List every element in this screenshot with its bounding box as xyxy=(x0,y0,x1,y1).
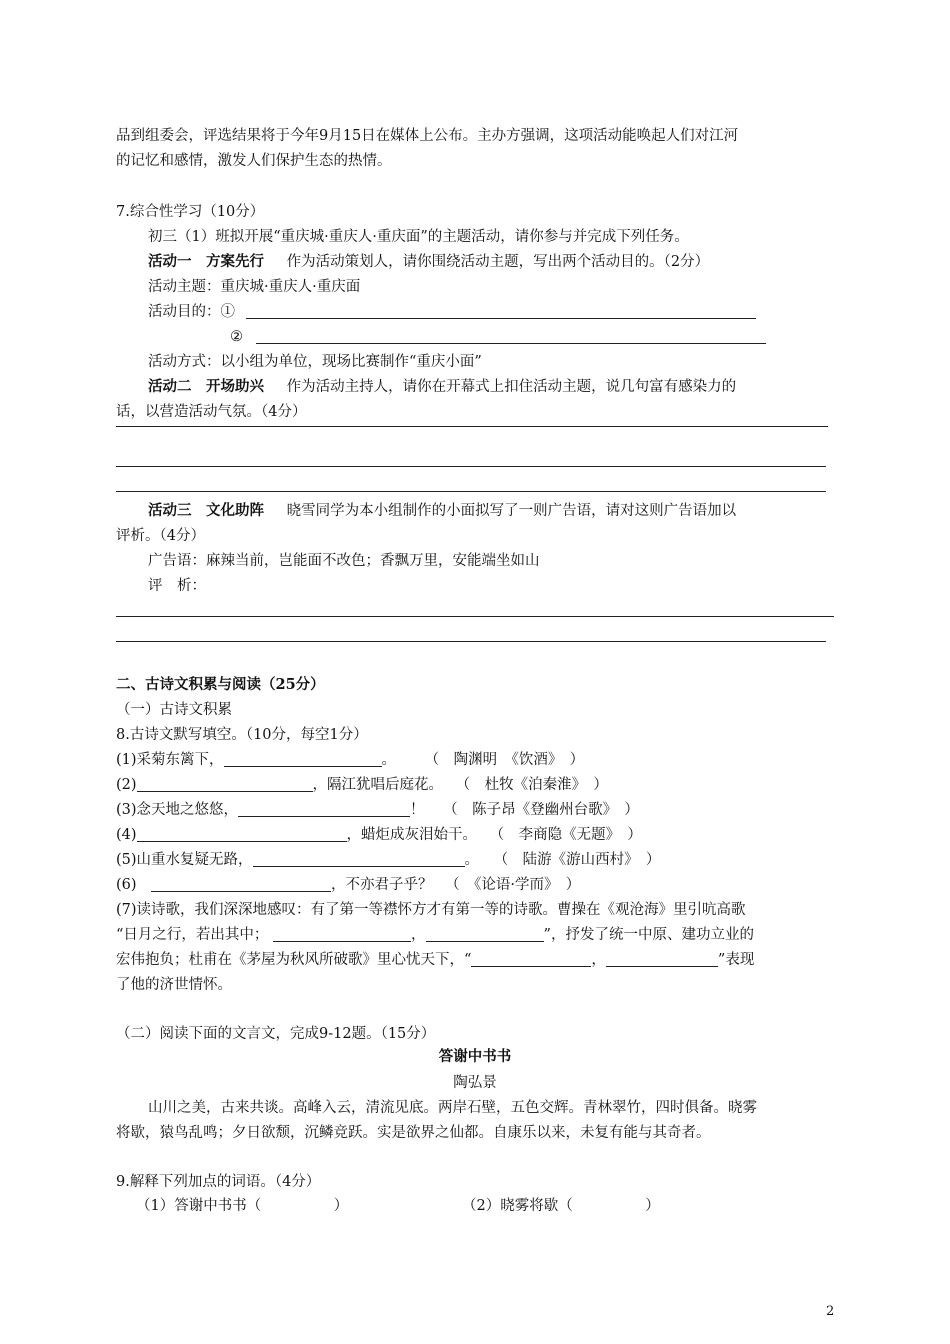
q8-item-2 xyxy=(116,775,608,795)
activity-theme: 活动主题：重庆城·重庆人·重庆面 xyxy=(148,279,361,295)
item-3-source: （ 陈子昂《登幽州台歌》 ） xyxy=(443,802,639,818)
item-4-pre: (4) xyxy=(116,827,137,843)
item-6-post: ，不亦君子乎？ xyxy=(331,877,433,893)
activity2-label: 活动二 开场助兴 xyxy=(148,378,264,395)
purpose-1-blank[interactable] xyxy=(246,303,756,319)
intro-line-1: 品到组委会，评选结果将于今年9月15日在媒体上公布。主办方强调，这项活动能唤起人们对江河 xyxy=(116,128,739,144)
item-7-blank-2[interactable] xyxy=(426,926,544,942)
item-6-blank[interactable] xyxy=(151,876,331,892)
item-7-blank-1[interactable] xyxy=(273,926,411,942)
activity3-text: 晓雪同学为本小组制作的小面拟写了一则广告语，请对这则广告语加以 xyxy=(286,503,737,519)
q7-activity2 xyxy=(148,377,736,397)
activity3-label: 活动三 文化助阵 xyxy=(148,502,264,519)
section2-sub2: （二）阅读下面的文言文，完成9-12题。（15分） xyxy=(116,1026,436,1042)
passage-title: 答谢中书书 xyxy=(438,1048,512,1065)
q8-item-4 xyxy=(116,825,642,845)
passage-author: 陶弘景 xyxy=(453,1075,497,1091)
item-3-pre: (3)念天地之悠悠， xyxy=(116,802,239,818)
q7-activity1 xyxy=(148,252,709,272)
activity-method: 活动方式：以小组为单位，现场比赛制作“重庆小面” xyxy=(148,354,482,370)
item-5-post: 。 xyxy=(464,852,480,868)
item-1-blank[interactable] xyxy=(224,751,382,767)
item-7-line2-post: ”，抒发了统一中原、建功立业的 xyxy=(543,927,754,943)
item-6-source: （ 《论语·学而》 ） xyxy=(445,877,581,893)
analysis-label: 评 析： xyxy=(148,578,206,594)
passage-line-1: 山川之美，古来共谈。高峰入云，清流见底。两岸石壁，五色交辉。青林翠竹，四时俱备。晓雾 xyxy=(148,1100,757,1116)
activity3-text-2: 评析。（4分） xyxy=(116,528,205,544)
activity-purpose-1 xyxy=(148,302,756,322)
item-2-source: （ 杜牧《泊秦淮》 ） xyxy=(455,777,608,793)
q8-title: 8.古诗文默写填空。（10分，每空1分） xyxy=(116,727,368,743)
item-7-blank-3[interactable] xyxy=(471,951,591,967)
purpose-2-label: ② xyxy=(230,329,243,345)
q7-intro: 初三（1）班拟开展“重庆城·重庆人·重庆面”的主题活动，请你参与并完成下列任务。 xyxy=(148,229,689,245)
q8-item-3 xyxy=(116,800,639,820)
answer-line-a2-3[interactable] xyxy=(116,491,826,492)
activity1-text: 作为活动策划人，请你围绕活动主题，写出两个活动目的。（2分） xyxy=(286,254,710,270)
item-2-blank[interactable] xyxy=(137,776,313,792)
q8-item-7-line2 xyxy=(116,925,754,945)
q8-item-1 xyxy=(116,750,584,770)
activity2-text: 作为活动主持人，请你在开幕式上扣住活动主题，说几句富有感染力的 xyxy=(286,379,737,395)
purpose-2-blank[interactable] xyxy=(256,328,766,344)
activity1-label: 活动一 方案先行 xyxy=(148,253,264,270)
slogan: 广告语：麻辣当前，岂能面不改色；香飘万里，安能端坐如山 xyxy=(148,553,540,569)
item-2-pre: (2) xyxy=(116,777,137,793)
q8-item-6 xyxy=(116,875,580,895)
item-6-pre: (6) xyxy=(116,877,152,893)
item-5-pre: (5)山重水复疑无路， xyxy=(116,852,253,868)
q9-item-b: （2）晓雾将歇（ ） xyxy=(462,1198,660,1214)
q7-activity3 xyxy=(148,501,736,521)
purpose-label: 活动目的：① xyxy=(148,304,235,320)
answer-line-a2-1[interactable] xyxy=(116,426,828,427)
item-7-line3-mid: ， xyxy=(591,952,606,968)
item-7-blank-4[interactable] xyxy=(606,951,718,967)
item-3-post: ！ xyxy=(410,802,425,818)
answer-line-a3-1[interactable] xyxy=(116,616,834,617)
item-4-post: ，蜡炬成灰泪始干。 xyxy=(346,827,478,843)
item-7-line3-post: ”表现 xyxy=(717,952,755,968)
item-4-source: （ 李商隐《无题》 ） xyxy=(489,827,642,843)
passage-line-2: 将歇，猿鸟乱鸣；夕日欲颓，沉鳞竞跃。实是欲界之仙都。自康乐以来，未复有能与其奇者。 xyxy=(116,1125,711,1141)
item-7-line2-pre: “日月之行，若出其中； xyxy=(116,927,269,943)
intro-line-2: 的记忆和感情，激发人们保护生态的热情。 xyxy=(116,153,392,169)
item-1-pre: (1)采菊东篱下， xyxy=(116,752,224,768)
activity2-text-2: 话，以营造活动气氛。（4分） xyxy=(116,404,307,420)
item-1-source: （ 陶渊明 《饮酒》 ） xyxy=(424,752,585,768)
item-3-blank[interactable] xyxy=(238,801,410,817)
answer-line-a2-2[interactable] xyxy=(116,466,826,467)
q8-item-7-line4: 了他的济世情怀。 xyxy=(116,977,232,993)
item-7-line2-mid: ， xyxy=(411,927,426,943)
q8-item-5 xyxy=(116,850,660,870)
section2-title: 二、古诗文积累与阅读（25分） xyxy=(116,676,325,693)
q9-item-a: （1）答谢中书书（ ） xyxy=(136,1198,349,1214)
activity-purpose-2 xyxy=(230,327,766,347)
q8-item-7-line1: (7)读诗歌，我们深深地感叹：有了第一等襟怀方才有第一等的诗歌。曹操在《观沧海》里引吭高歌 xyxy=(116,902,746,918)
answer-line-a3-2[interactable] xyxy=(116,641,826,642)
item-2-post: ，隔江犹唱后庭花。 xyxy=(312,777,444,793)
q9-title: 9.解释下列加点的词语。（4分） xyxy=(116,1174,321,1190)
section2-sub1: （一）古诗文积累 xyxy=(116,702,232,718)
q8-item-7-line3 xyxy=(116,950,754,970)
page-number: 2 xyxy=(826,1304,835,1319)
q7-title: 7.综合性学习（10分） xyxy=(116,204,265,220)
item-5-blank[interactable] xyxy=(253,851,465,867)
item-5-source: （ 陆游《游山西村》 ） xyxy=(493,852,661,868)
item-7-line3-pre: 宏伟抱负；杜甫在《茅屋为秋风所破歌》里心忧天下，“ xyxy=(116,952,472,968)
item-4-blank[interactable] xyxy=(137,826,347,842)
item-1-post: 。 xyxy=(381,752,397,768)
